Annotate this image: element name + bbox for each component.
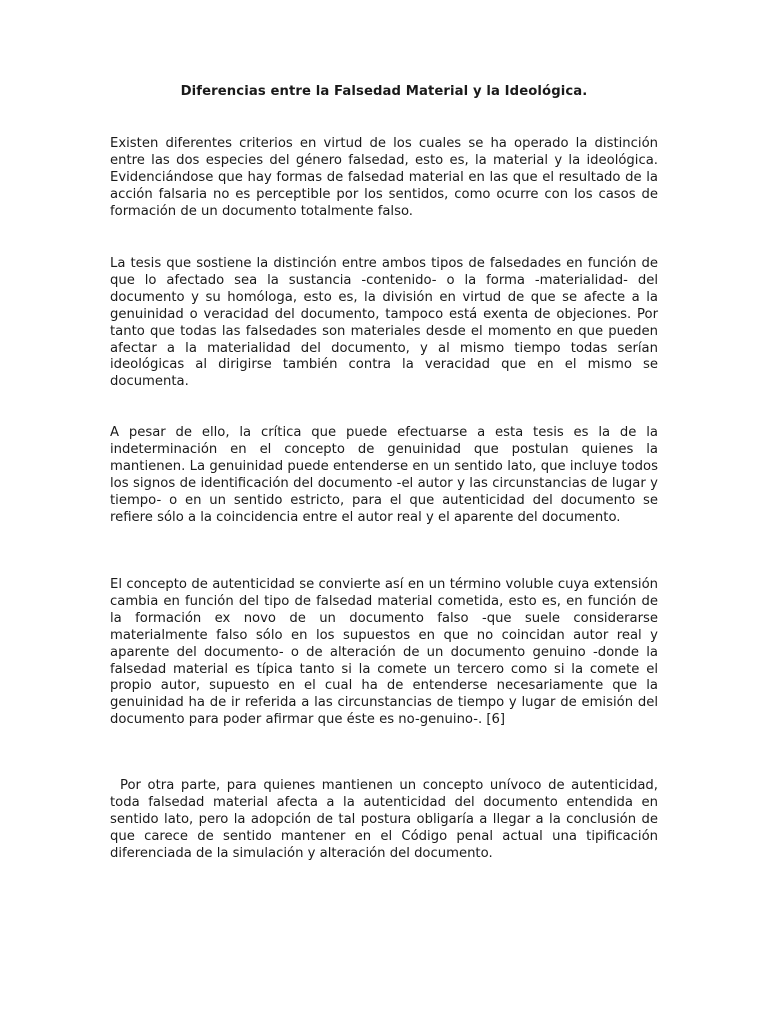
document-title: Diferencias entre la Falsedad Material y la Ideológica. bbox=[180, 84, 588, 99]
paragraph-autenticidad: El concepto de autenticidad se convierte así en un término voluble cuya extensión cambia en función del tipo de falsedad material cometida, esto es, en función de la formación ex novo de un documento falso -que suele considerarse materialmente falso sólo en los supuestos en que no coincidan autor real y aparente del documento- o de alteración de un documento genuino -donde la falsedad material es típica tanto si la comete un tercero como si la comete el propio autor, supuesto en el cual ha de entenderse necesariamente que la genuinidad ha de ir referida a las circunstancias de tiempo y lugar de emisión del documento para poder afirmar que éste es no-genuino-. [6] bbox=[110, 577, 658, 728]
paragraph-critica: A pesar de ello, la crítica que puede efectuarse a esta tesis es la de la indeterminación en el concepto de genuinidad que postulan quienes la mantienen. La genuinidad puede entenderse en un sentido lato, que incluye todos los signos de identificación del documento -el autor y las circunstancias de lugar y tiempo- o en un sentido estricto, para el que autenticidad del documento se refiere sólo a la coincidencia entre el autor real y el aparente del documento. bbox=[110, 425, 658, 525]
paragraph-tesis: La tesis que sostiene la distinción entre ambos tipos de falsedades en función de que lo afectado sea la sustancia -contenido- o la forma -materialidad- del documento y su homóloga, esto es, la división en virtud de que se afecte a la genuinidad o veracidad del documento, tampoco está exenta de objeciones. Por tanto que todas las falsedades son materiales desde el momento en que pueden afectar a la materialidad del documento, y al mismo tiempo todas serían ideológicas al dirigirse también contra la veracidad que en el mismo se documenta. bbox=[110, 256, 658, 390]
paragraph-otra-parte: Por otra parte, para quienes mantienen un concepto unívoco de autenticidad, toda falsedad material afecta a la autenticidad del documento entendida en sentido lato, pero la adopción de tal postura obligaría a llegar a la conclusión de que carece de sentido mantener en el Código penal actual una tipificación diferenciada de la simulación y alteración del documento. bbox=[110, 778, 658, 861]
paragraph-criterios: Existen diferentes criterios en virtud de los cuales se ha operado la distinción entre las dos especies del género falsedad, esto es, la material y la ideológica. Evidenciándose que hay formas de falsedad material en las que el resultado de la acción falsaria no es perceptible por los sentidos, como ocurre con los casos de formación de un documento totalmente falso. bbox=[110, 136, 658, 219]
